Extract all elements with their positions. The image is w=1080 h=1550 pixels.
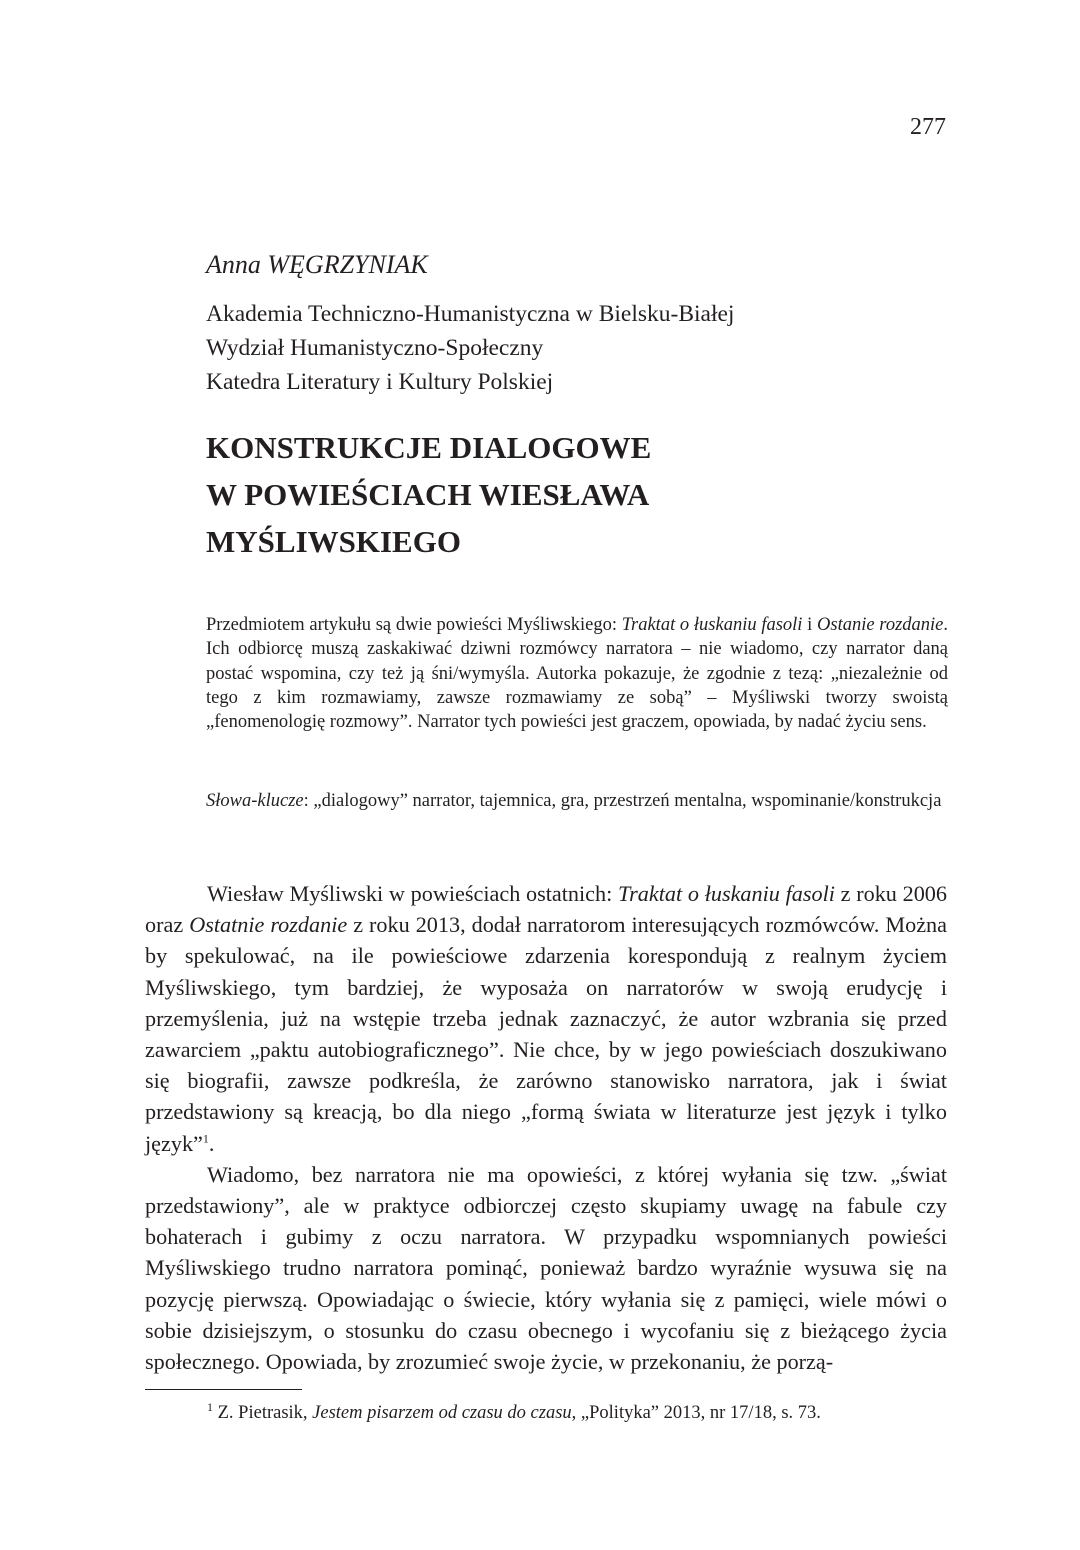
book-title: Ostatnie rozdanie (189, 912, 348, 938)
affiliation-line: Akademia Techniczno-Humanistyczna w Bielsku-Białej (206, 301, 735, 327)
keywords-label: Słowa-klucze (206, 791, 304, 811)
author-name: Anna WĘGRZYNIAK (206, 250, 428, 279)
affiliation-line: Wydział Humanistyczno-Społeczny (206, 335, 544, 361)
article-title (206, 424, 906, 565)
text-run: Z. Pietrasik, (213, 1403, 313, 1423)
title-line: W POWIEŚCIACH WIESŁAWA (206, 477, 650, 512)
footnote-ref: 1 (202, 1131, 209, 1146)
cited-title: Jestem pisarzem od czasu do czasu (312, 1403, 572, 1423)
title-line: KONSTRUKCJE DIALOGOWE (206, 430, 652, 465)
page-number: 277 (910, 114, 946, 140)
footnote-number: 1 (207, 1399, 213, 1414)
text-run: z roku 2006 oraz (145, 881, 947, 938)
body-text (145, 878, 947, 1377)
abstract (206, 613, 948, 734)
book-title: Traktat o łuskaniu fasoli (618, 881, 835, 906)
book-title: Ostanie rozdanie (817, 615, 944, 635)
text-run: Wiesław Myśliwski w powieściach ostatnich: (207, 881, 619, 906)
abstract-text: Przedmiotem artykułu są dwie powieści Myśliwskiego: (206, 615, 622, 635)
footnote-divider (145, 1389, 302, 1390)
text-run: z roku 2013, dodał narratorom interesujących rozmówców. Można by spekulować, na ile powieściowe zdarzenia korespondują z realnym życiem Myśliwskiego, tym bardziej, że wyposaża on narratorów w swoją erudycję i przemyślenia, już na wstępie trzeba jednak zaznaczyć, że autor wzbrania się przed zawarciem „paktu autobiograficznego”. Nie chce, by w jego powieściach doszukiwano się biografii, zawsze podkreśla, że zarówno stanowisko narratora, jak i świat przedstawiony są kreacją, bo dla niego „formą świata w literaturze jest język i tylko język” (145, 912, 947, 1156)
paragraph: Wiadomo, bez narratora nie ma opowieści, z której wyłania się tzw. „świat przedstawiony”, ale w praktyce odbiorczej często skupiamy uwagę na fabule czy bohaterach i gubimy z oczu narratora. W przypadku wspomnianych powieści Myśliwskiego trudno narratora pominąć, ponieważ bardzo wyraźnie wysuwa się na pozycję pierwszą. Opowiadając o świecie, który wyłania się z pamięci, wiele mówi o sobie dzisiejszym, o stosunku do czasu obecnego i wycofaniu się z bieżącego życia społecznego. Opowiada, by zrozumieć swoje życie, w przekonaniu, że porzą- (145, 1161, 947, 1375)
abstract-text: i (802, 615, 818, 635)
keywords (206, 789, 948, 813)
text-run: , „Polityka” 2013, nr 17/18, s. 73. (571, 1403, 821, 1423)
affiliation-line: Katedra Literatury i Kultury Polskiej (206, 369, 554, 395)
text-run: . (208, 1130, 215, 1156)
footnote (207, 1399, 821, 1424)
title-line: MYŚLIWSKIEGO (206, 524, 461, 559)
paragraph (145, 878, 947, 1159)
affiliation (206, 297, 734, 399)
abstract-text: . Ich odbiorcę muszą zaskakiwać dziwni rozmówcy narratora – nie wiadomo, czy narrator daną postać wspomina, czy też ją śni/wymyśla. Autorka pokazuje, że zgodnie z tezą: „niezależnie od tego z kim rozmawiamy, zawsze rozmawiamy ze sobą” – Myśliwski tworzy swoistą „fenomenologię rozmowy”. Narrator tych powieści jest graczem, opowiada, by nadać życiu sens. (206, 615, 948, 733)
book-title: Traktat o łuskaniu fasoli (621, 615, 803, 635)
keywords-text: : „dialogowy” narrator, tajemnica, gra, przestrzeń mentalna, wspominanie/konstrukcja (303, 791, 942, 811)
